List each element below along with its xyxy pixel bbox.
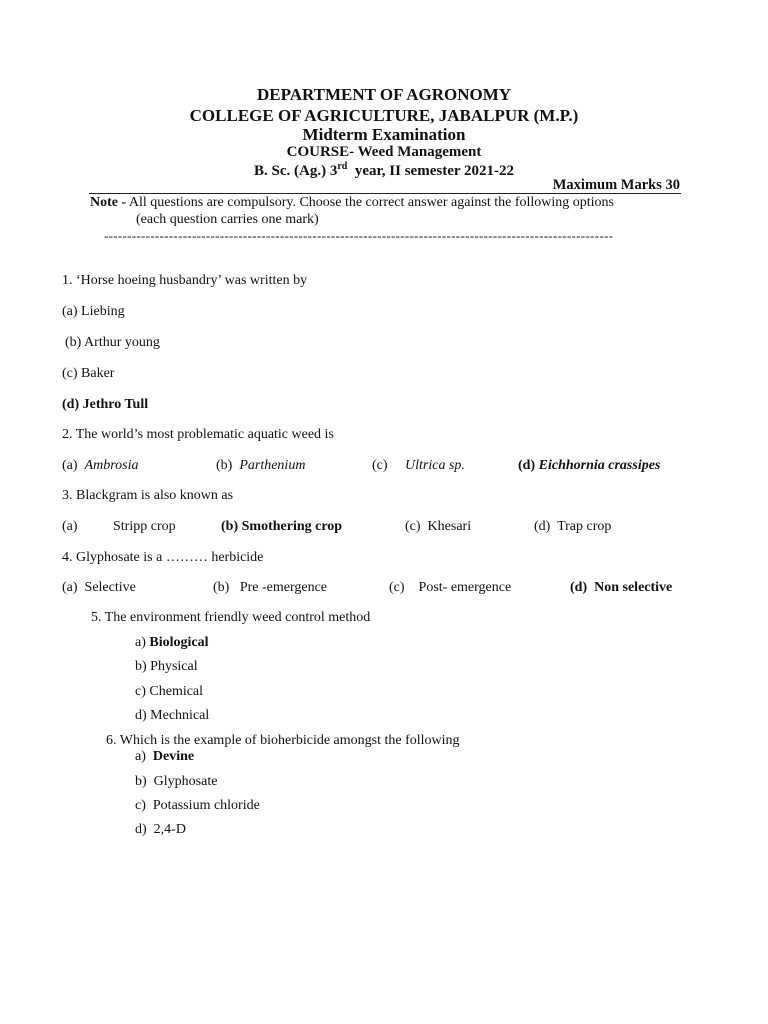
q4-option-d-value: Non selective: [594, 580, 673, 595]
q5-option-b-label: b): [135, 659, 147, 674]
q6-option-a: [135, 749, 194, 765]
q4-option-c-label: (c): [389, 580, 405, 595]
question-4: 4. Glyphosate is a ……… herbicide: [62, 550, 264, 565]
q4-option-a-value: Selective: [84, 580, 136, 595]
q1-option-b: (b) Arthur young: [65, 335, 160, 350]
q3-option-b-value: Smothering crop: [241, 519, 343, 534]
q3-option-c-label: (c): [405, 519, 421, 534]
q6-option-d-value: 2,4-D: [153, 822, 186, 837]
question-5: 5. The environment friendly weed control method: [91, 610, 371, 625]
q3-option-d: [534, 519, 611, 535]
question-3: 3. Blackgram is also known as: [62, 488, 234, 503]
q3-option-d-value: Trap crop: [557, 519, 612, 534]
q4-option-c: [389, 580, 511, 596]
q4-option-a: [62, 580, 136, 596]
q6-option-d-label: d): [135, 822, 147, 837]
q2-option-a-label: (a): [62, 458, 78, 473]
q1-option-c: (c) Baker: [62, 366, 115, 381]
q2-option-c-label: (c): [372, 458, 388, 473]
header-rule: [89, 193, 681, 194]
note: [90, 195, 680, 211]
q6-option-b-label: b): [135, 774, 147, 789]
q5-option-b-value: Physical: [150, 659, 198, 674]
q3-option-c-value: Khesari: [427, 519, 472, 534]
q5-option-d-value: Mechnical: [150, 708, 210, 723]
note-text-2: (each question carries one mark): [136, 212, 319, 227]
q6-option-b: [135, 774, 217, 790]
q2-option-a-value: Ambrosia: [84, 458, 139, 473]
q5-option-a: [135, 635, 209, 651]
class-info-post: year, II semester 2021-22: [347, 163, 514, 179]
q3-option-b: [221, 519, 342, 535]
q5-option-a-label: a): [135, 635, 146, 650]
note-text: All questions are compulsory. Choose the correct answer against the following options: [128, 195, 614, 210]
q6-option-a-label: a): [135, 749, 146, 764]
question-2: 2. The world’s most problematic aquatic weed is: [62, 427, 334, 442]
q3-option-c: [405, 519, 471, 535]
q6-option-c-label: c): [135, 798, 146, 813]
q4-option-b-value: Pre -emergence: [239, 580, 328, 595]
q6-option-d: [135, 822, 186, 838]
q2-option-b-value: Parthenium: [239, 458, 306, 473]
q5-option-d-label: d): [135, 708, 147, 723]
exam-title: Midterm Examination: [302, 125, 466, 144]
department-title: DEPARTMENT OF AGRONOMY: [256, 85, 512, 104]
q3-option-a-label: (a): [62, 519, 78, 534]
q6-option-b-value: Glyphosate: [153, 774, 218, 789]
course-title: COURSE- Weed Management: [286, 144, 482, 160]
q2-option-c-value: Ultrica sp.: [405, 458, 465, 473]
q6-option-c-value: Potassium chloride: [152, 798, 260, 813]
q2-option-a: [62, 458, 138, 474]
q2-option-d-label: (d): [518, 458, 536, 473]
q2-option-d: [518, 458, 660, 474]
q2-option-b: [216, 458, 305, 474]
q2-option-b-label: (b): [216, 458, 233, 473]
q1-option-d: (d) Jethro Tull: [62, 397, 149, 412]
q5-option-a-value: Biological: [149, 635, 209, 650]
q3-option-b-label: (b): [221, 519, 239, 534]
q4-option-a-label: (a): [62, 580, 78, 595]
q4-option-b: [213, 580, 327, 596]
q5-option-c-label: c): [135, 684, 146, 699]
question-1: 1. ‘Horse hoeing husbandry’ was written by: [62, 273, 308, 288]
q3-option-a-value: Stripp crop: [113, 519, 176, 534]
class-info-pre: B. Sc. (Ag.) 3: [254, 163, 338, 179]
q3-option-d-label: (d): [534, 519, 551, 534]
college-title: COLLEGE OF AGRICULTURE, JABALPUR (M.P.): [189, 106, 579, 125]
q6-option-a-value: Devine: [152, 749, 195, 764]
q4-option-d: [570, 580, 672, 596]
q4-option-d-label: (d): [570, 580, 588, 595]
q5-option-b: [135, 659, 198, 675]
maximum-marks: Maximum Marks 30: [552, 177, 680, 193]
class-info-sup: rd: [337, 161, 348, 172]
note-label: Note -: [90, 195, 127, 210]
question-6: 6. Which is the example of bioherbicide amongst the following: [106, 733, 460, 748]
q5-option-d: [135, 708, 209, 724]
q5-option-c-value: Chemical: [149, 684, 204, 699]
separator-line: --------------------------------------------------------------------------------------------------------------: [104, 228, 614, 243]
q2-option-c: [372, 458, 465, 474]
q5-option-c: [135, 684, 203, 700]
q6-option-c: [135, 798, 260, 814]
q1-option-a: (a) Liebing: [62, 304, 125, 319]
q4-option-b-label: (b): [213, 580, 230, 595]
q2-option-d-value: Eichhornia crassipes: [538, 458, 661, 473]
q4-option-c-value: Post- emergence: [418, 580, 512, 595]
